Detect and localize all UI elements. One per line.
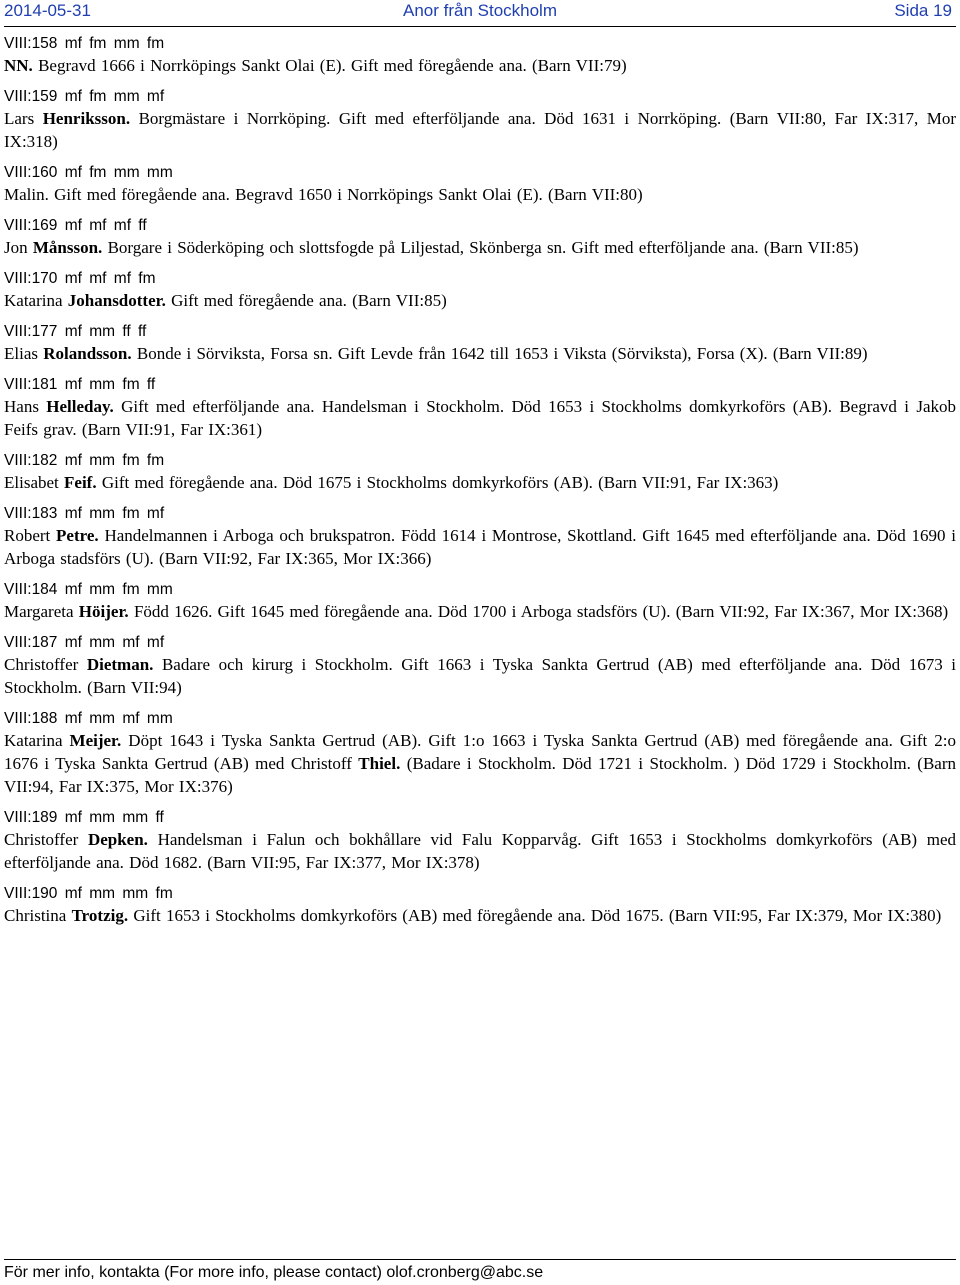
entry-text — [4, 395, 956, 441]
entry-details: Gift med föregående ana. (Barn VII:85) — [165, 291, 447, 310]
entry-details: Badare och kirurg i Stockholm. Gift 1663 i Tyska Sankta Gertrud (AB) med efterföljande ana. Död 1673 i Stockholm. (Barn VII:94) — [4, 655, 956, 697]
entry-code: VIII:190 mf mm mm fm — [4, 885, 173, 902]
ancestor-entry — [4, 807, 956, 874]
entry-text — [4, 904, 956, 927]
header-date: 2014-05-31 — [4, 1, 91, 20]
entry-text — [4, 342, 956, 365]
entry-code: VIII:181 mf mm fm ff — [4, 376, 156, 393]
entry-code: VIII:158 mf fm mm fm — [4, 35, 165, 52]
entry-code: VIII:177 mf mm ff ff — [4, 323, 147, 340]
entry-code: VIII:182 mf mm fm fm — [4, 452, 165, 469]
surname: Henriksson. — [42, 109, 131, 128]
entry-text — [4, 289, 956, 312]
spouse-surname: Thiel. — [358, 754, 401, 773]
entry-code: VIII:160 mf fm mm mm — [4, 164, 173, 181]
entry-text — [4, 524, 956, 570]
ancestor-entry — [4, 450, 956, 494]
entry-details: Gift med efterföljande ana. Handelsman i Stockholm. Död 1653 i Stockholms domkyrkoförs (AB). Begravd i Jakob Feifs grav. (Barn VII:91, Far IX:361) — [4, 397, 956, 439]
surname: Meijer. — [69, 731, 122, 750]
given-name: Malin. — [4, 185, 49, 204]
entry-code: VIII:184 mf mm fm mm — [4, 581, 173, 598]
entry-details: Gift 1653 i Stockholms domkyrkoförs (AB) med föregående ana. Död 1675. (Barn VII:95, Far IX:379, Mor IX:380) — [128, 906, 942, 925]
given-name: Jon — [4, 238, 33, 257]
ancestor-entry — [4, 268, 956, 312]
ancestor-entry — [4, 708, 956, 798]
entry-text — [4, 236, 956, 259]
ancestor-entry — [4, 321, 956, 365]
surname: Höijer. — [78, 602, 129, 621]
ancestor-entry — [4, 33, 956, 77]
ancestor-entry — [4, 162, 956, 206]
entry-details: Borgare i Söderköping och slottsfogde på Liljestad, Skönberga sn. Gift med efterföljande ana. (Barn VII:85) — [102, 238, 859, 257]
given-name: Katarina — [4, 291, 68, 310]
entry-details: Begravd 1666 i Norrköpings Sankt Olai (E). Gift med föregående ana. (Barn VII:79) — [32, 56, 627, 75]
entry-code: VIII:183 mf mm fm mf — [4, 505, 165, 522]
entry-text — [4, 471, 956, 494]
entry-code: VIII:170 mf mf mf fm — [4, 270, 156, 287]
header-divider — [4, 26, 956, 27]
footer-divider — [4, 1259, 956, 1260]
given-name: Hans — [4, 397, 47, 416]
entry-text — [4, 54, 956, 77]
entry-code: VIII:159 mf fm mm mf — [4, 88, 165, 105]
entry-details: Gift med föregående ana. Död 1675 i Stockholms domkyrkoförs (AB). (Barn VII:91, Far IX:363) — [96, 473, 779, 492]
given-name: Elias — [4, 344, 44, 363]
given-name: Elisabet — [4, 473, 65, 492]
surname: NN. — [4, 56, 33, 75]
header-page-number: Sida 19 — [894, 1, 952, 20]
surname: Trotzig. — [71, 906, 129, 925]
entry-details: Handelmannen i Arboga och brukspatron. Född 1614 i Montrose, Skottland. Gift 1645 med efterföljande ana. Död 1690 i Arboga stadsförs (U). (Barn VII:92, Far IX:365, Mor IX:366) — [4, 526, 956, 568]
ancestor-entry — [4, 579, 956, 623]
entry-text — [4, 183, 956, 206]
surname: Depken. — [87, 830, 148, 849]
given-name: Christina — [4, 906, 72, 925]
entry-text — [4, 828, 956, 874]
surname: Petre. — [56, 526, 99, 545]
given-name: Christoffer — [4, 655, 87, 674]
surname: Helleday. — [46, 397, 114, 416]
entry-details: Borgmästare i Norrköping. Gift med efterföljande ana. Död 1631 i Norrköping. (Barn VII:80, Far IX:317, Mor IX:318) — [4, 109, 956, 151]
ancestor-entry — [4, 215, 956, 259]
ancestor-list — [4, 33, 956, 936]
entry-details: Född 1626. Gift 1645 med föregående ana. Död 1700 i Arboga stadsförs (U). (Barn VII:92, Far IX:367, Mor IX:368) — [128, 602, 949, 621]
ancestor-entry — [4, 86, 956, 153]
given-name: Christoffer — [4, 830, 88, 849]
given-name: Margareta — [4, 602, 79, 621]
entry-code: VIII:169 mf mf mf ff — [4, 217, 147, 234]
entry-details: Döpt 1643 i Tyska Sankta Gertrud (AB). Gift 1:o 1663 i Tyska Sankta Gertrud (AB) med föregående ana. Gift 2:o 1676 i Tyska Sankta Gertrud (AB) med Christoff — [4, 731, 956, 773]
entry-text — [4, 729, 956, 798]
ancestor-entry — [4, 632, 956, 699]
entry-details: Bonde i Sörviksta, Forsa sn. Gift Levde från 1642 till 1653 i Viksta (Sörviksta), Forsa (X). (Barn VII:89) — [131, 344, 868, 363]
entry-code: VIII:189 mf mm mm ff — [4, 809, 164, 826]
entry-text — [4, 600, 956, 623]
entry-code: VIII:187 mf mm mf mf — [4, 634, 165, 651]
entry-text — [4, 653, 956, 699]
page-footer: För mer info, kontakta (For more info, please contact) olof.cronberg@abc.se — [4, 1264, 544, 1281]
entry-details-continued: (Badare i Stockholm. Död 1721 i Stockholm. ) Död 1729 i Stockholm. (Barn VII:94, Far IX:375, Mor IX:376) — [4, 754, 956, 796]
entry-code: VIII:188 mf mm mf mm — [4, 710, 173, 727]
entry-details: Gift med föregående ana. Begravd 1650 i Norrköpings Sankt Olai (E). (Barn VII:80) — [48, 185, 643, 204]
surname: Johansdotter. — [67, 291, 166, 310]
surname: Feif. — [64, 473, 97, 492]
given-name: Robert — [4, 526, 57, 545]
given-name: Katarina — [4, 731, 70, 750]
header-title: Anor från Stockholm — [402, 1, 557, 20]
surname: Rolandsson. — [43, 344, 132, 363]
entry-details: Handelsman i Falun och bokhållare vid Falu Kopparvåg. Gift 1653 i Stockholms domkyrkoförs (AB) med efterföljande ana. Död 1682. (Barn VII:95, Far IX:377, Mor IX:378) — [4, 830, 956, 872]
ancestor-entry — [4, 374, 956, 441]
ancestor-entry — [4, 503, 956, 570]
entry-text — [4, 107, 956, 153]
surname: Månsson. — [32, 238, 103, 257]
ancestor-entry — [4, 883, 956, 927]
page-header — [0, 0, 960, 24]
surname: Dietman. — [86, 655, 154, 674]
given-name: Lars — [4, 109, 43, 128]
